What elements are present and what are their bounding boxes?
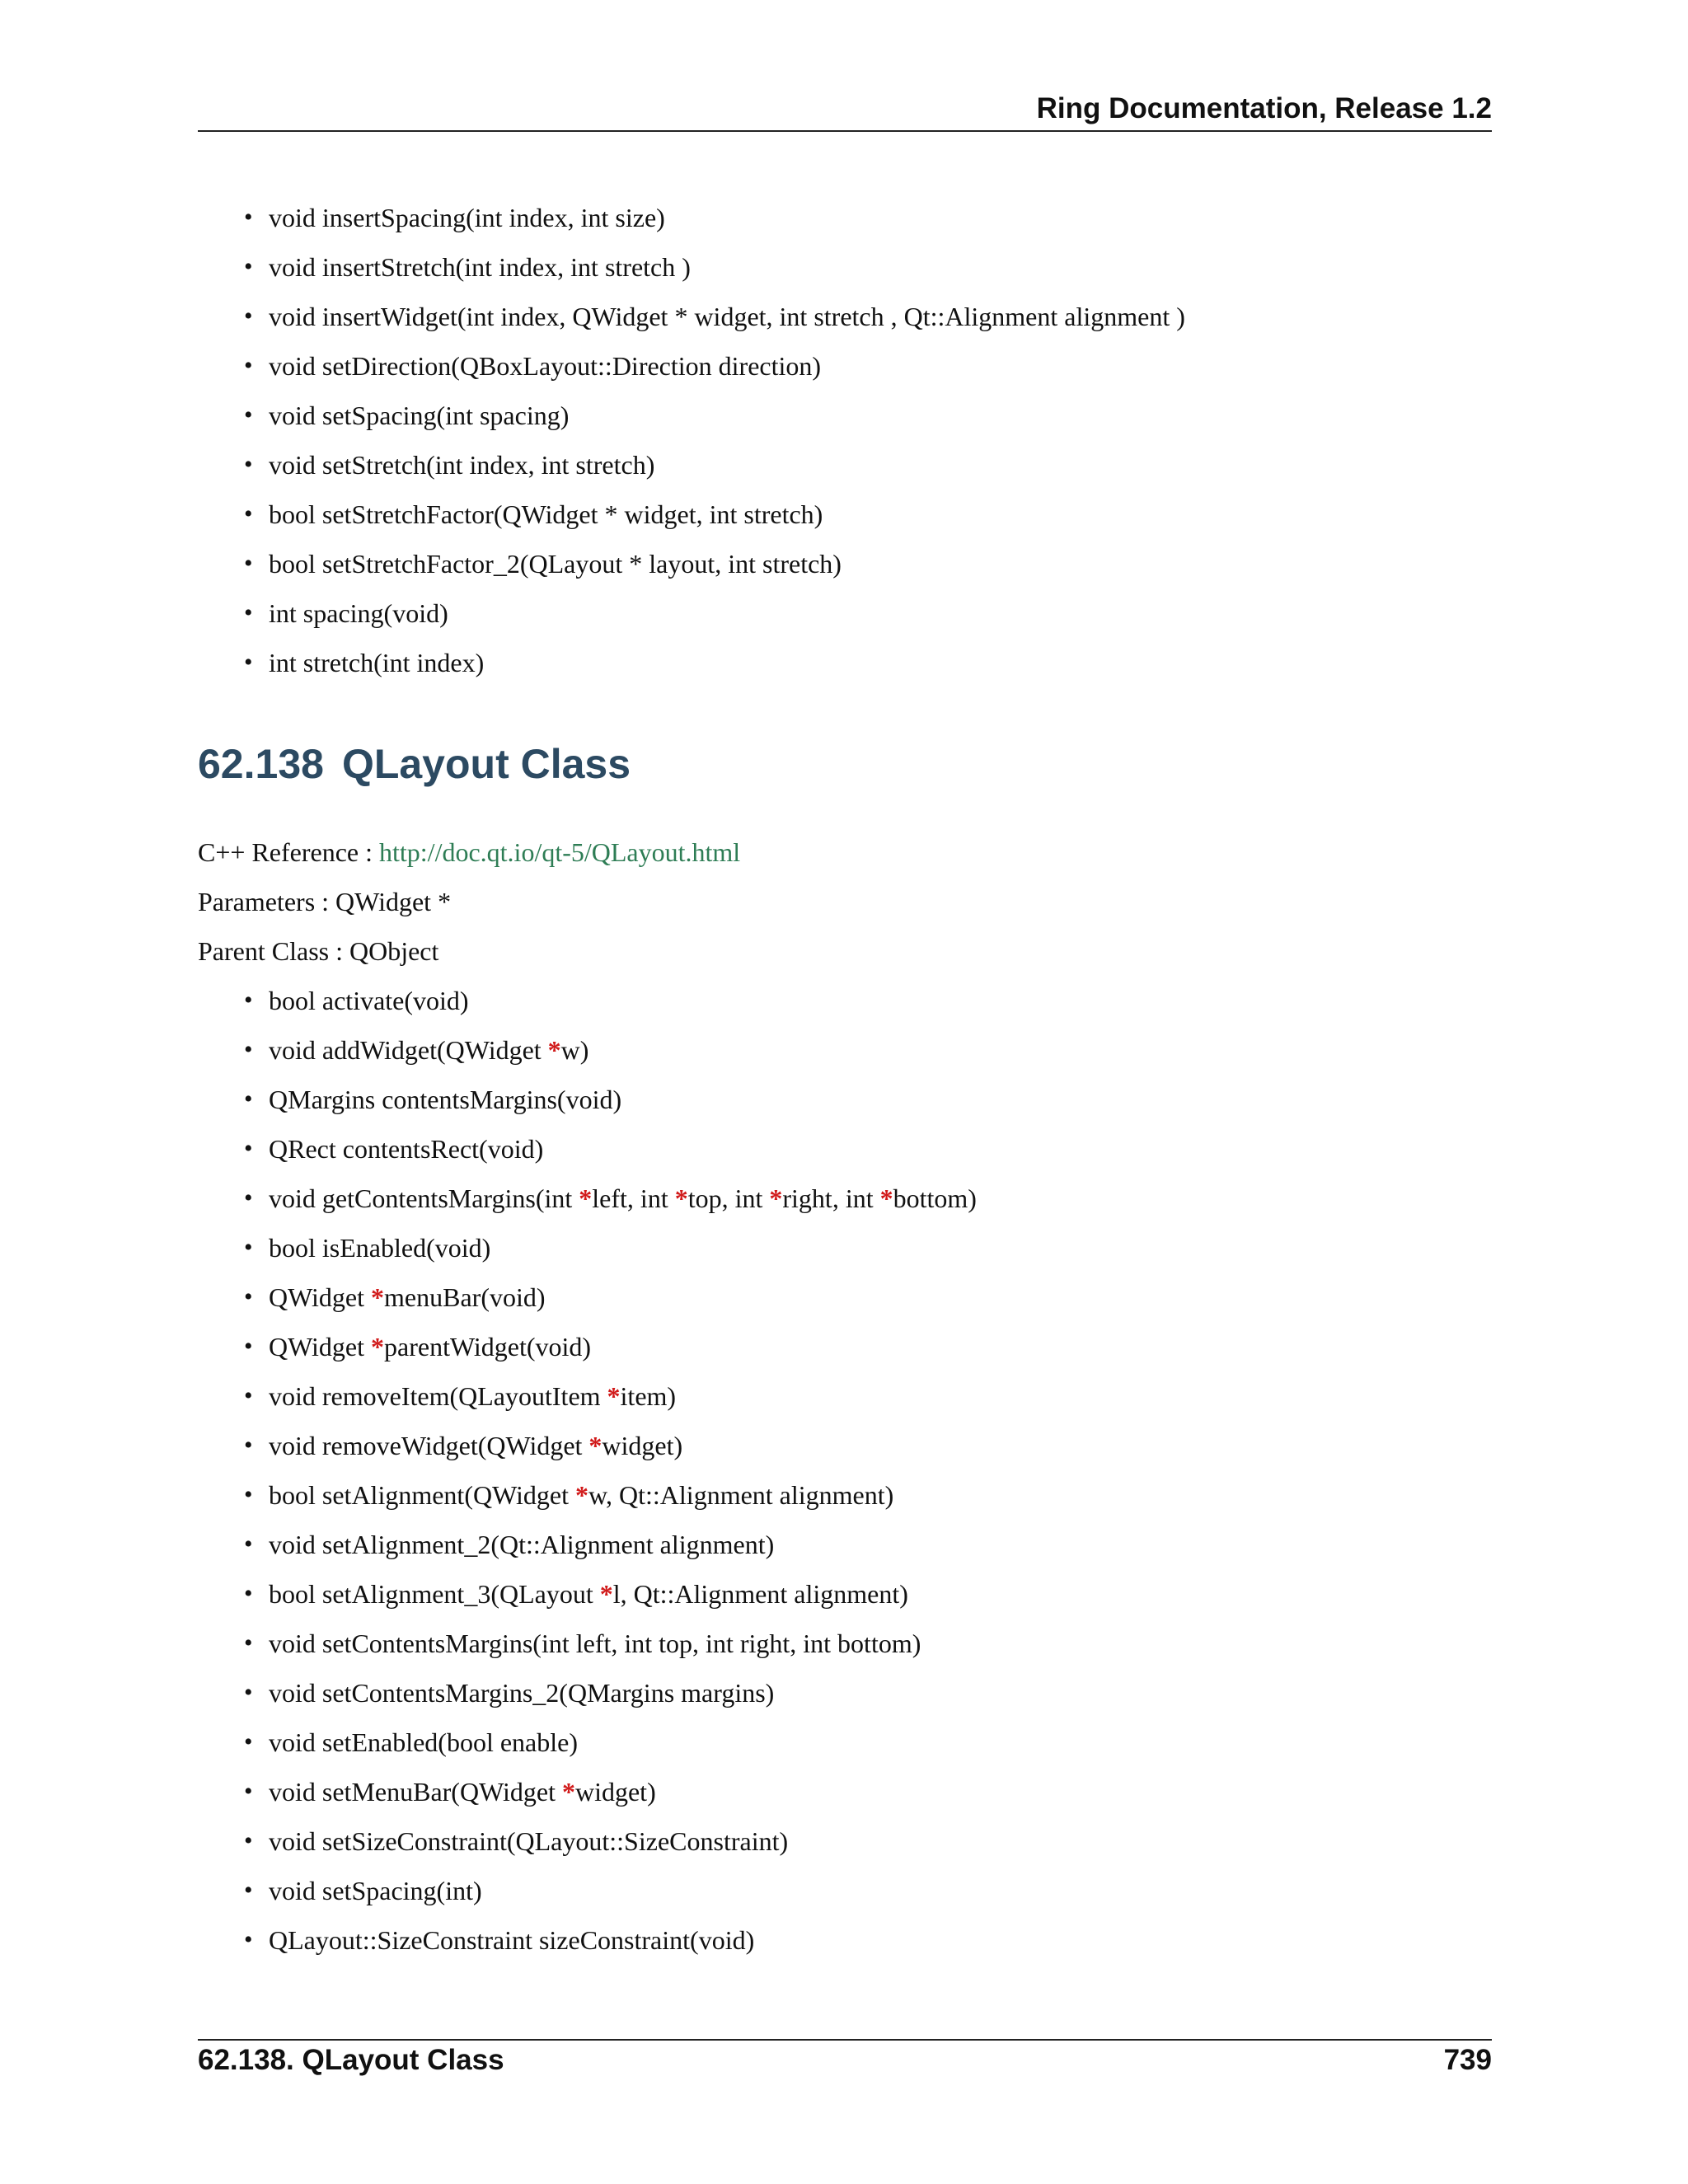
item-text: l, Qt::Alignment alignment) (612, 1579, 908, 1609)
bullet-icon: • (244, 1184, 253, 1212)
list-item (239, 292, 1475, 341)
item-text: void removeWidget(QWidget (269, 1431, 589, 1460)
list-item (239, 1124, 1475, 1174)
bullet-icon: • (244, 401, 253, 429)
bullet-icon: • (244, 1679, 253, 1706)
list-item (239, 1767, 1475, 1816)
bullet-icon: • (244, 1432, 253, 1459)
item-text: void setSpacing(int spacing) (269, 401, 570, 430)
bullet-icon: • (244, 1283, 253, 1310)
item-text: void setContentsMargins(int left, int top, int right, int bottom) (269, 1629, 921, 1658)
pointer-asterisk: * (607, 1381, 621, 1411)
item-text: void setDirection(QBoxLayout::Direction direction) (269, 351, 822, 381)
list-item (239, 1174, 1475, 1223)
item-text: menuBar(void) (384, 1282, 546, 1312)
bullet-icon: • (244, 1926, 253, 1953)
bullet-icon: • (244, 352, 253, 379)
list-item (239, 1272, 1475, 1322)
cpp-reference-line (198, 827, 740, 877)
item-text: void setMenuBar(QWidget (269, 1777, 562, 1807)
bullet-icon: • (244, 1333, 253, 1360)
parent-class-line: Parent Class : QObject (198, 936, 439, 966)
bullet-icon: • (244, 1728, 253, 1755)
list-item (239, 539, 1475, 588)
item-text: QMargins contentsMargins(void) (269, 1085, 622, 1114)
item-text: void setEnabled(bool enable) (269, 1727, 578, 1757)
item-text: bool setAlignment_3(QLayout (269, 1579, 600, 1609)
item-text: void removeItem(QLayoutItem (269, 1381, 607, 1411)
footer-rule (198, 2039, 1492, 2041)
running-header-title: Ring Documentation, Release 1.2 (1036, 92, 1492, 124)
list-item (239, 588, 1475, 638)
list-item (239, 391, 1475, 440)
list-item (239, 1569, 1475, 1619)
cpp-reference-link[interactable]: http://doc.qt.io/qt-5/QLayout.html (379, 837, 741, 867)
list-item (239, 1668, 1475, 1718)
item-text: int stretch(int index) (269, 648, 485, 677)
item-text: w, Qt::Alignment alignment) (588, 1480, 894, 1510)
item-text: void setSpacing(int) (269, 1876, 482, 1905)
pointer-asterisk: * (371, 1332, 385, 1361)
list-item (239, 638, 1475, 687)
pointer-asterisk: * (588, 1431, 603, 1460)
item-text: bool setAlignment(QWidget (269, 1480, 575, 1510)
item-text: void setAlignment_2(Qt::Alignment alignment) (269, 1530, 775, 1559)
item-text: w) (560, 1035, 589, 1065)
pointer-asterisk: * (769, 1183, 783, 1213)
bullet-icon: • (244, 302, 253, 330)
list-item (239, 1421, 1475, 1470)
bullet-icon: • (244, 1877, 253, 1904)
pointer-asterisk: * (561, 1777, 575, 1807)
bullet-icon: • (244, 1382, 253, 1409)
item-text: void setSizeConstraint(QLayout::SizeConstraint) (269, 1826, 789, 1856)
item-text: widget) (602, 1431, 683, 1460)
item-text: bool isEnabled(void) (269, 1233, 491, 1263)
list-item (239, 1718, 1475, 1767)
bullet-icon: • (244, 1827, 253, 1854)
list-item (239, 1075, 1475, 1124)
section-heading (198, 740, 631, 788)
list-item (239, 1520, 1475, 1569)
bullet-icon: • (244, 1234, 253, 1261)
item-text: void insertWidget(int index, QWidget * widget, int stretch , Qt::Alignment alignment ) (269, 302, 1185, 331)
pointer-asterisk: * (574, 1480, 588, 1510)
item-text: void setStretch(int index, int stretch) (269, 450, 655, 480)
item-text: right, int (782, 1183, 880, 1213)
bullet-icon: • (244, 1629, 253, 1657)
header-rule (198, 130, 1492, 132)
list-item (239, 1025, 1475, 1075)
bullet-icon: • (244, 649, 253, 676)
item-text: bool activate(void) (269, 986, 469, 1015)
bullet-icon: • (244, 1481, 253, 1508)
pointer-asterisk: * (371, 1282, 385, 1312)
item-text: bottom) (893, 1183, 977, 1213)
item-text: void setContentsMargins_2(QMargins margins) (269, 1678, 775, 1708)
bullet-icon: • (244, 1135, 253, 1162)
item-text: bool setStretchFactor(QWidget * widget, int stretch) (269, 499, 823, 529)
cpp-reference-label: C++ Reference : (198, 837, 379, 867)
page-number: 739 (1443, 2044, 1492, 2076)
item-text: widget) (574, 1777, 656, 1807)
list-item (239, 976, 1475, 1025)
bullet-icon: • (244, 987, 253, 1014)
pointer-asterisk: * (579, 1183, 593, 1213)
bullet-icon: • (244, 550, 253, 577)
bullet-icon: • (244, 1778, 253, 1805)
bullet-icon: • (244, 204, 253, 231)
footer-section-title: 62.138. QLayout Class (198, 2044, 504, 2076)
item-text: void getContentsMargins(int (269, 1183, 579, 1213)
bullet-icon: • (244, 451, 253, 478)
bullet-icon: • (244, 1085, 253, 1113)
item-text: QWidget (269, 1332, 372, 1361)
parameters-line: Parameters : QWidget * (198, 887, 452, 916)
bullet-icon: • (244, 1530, 253, 1558)
bullet-icon: • (244, 599, 253, 626)
list-item (239, 341, 1475, 391)
method-list-qlayout (239, 976, 1475, 1965)
list-item (239, 490, 1475, 539)
list-item (239, 440, 1475, 490)
pointer-asterisk: * (879, 1183, 893, 1213)
pointer-asterisk: * (674, 1183, 688, 1213)
item-text: item) (620, 1381, 677, 1411)
method-list-previous-class (239, 193, 1475, 687)
item-text: int spacing(void) (269, 598, 448, 628)
item-text: bool setStretchFactor_2(QLayout * layout, int stretch) (269, 549, 842, 579)
list-item (239, 1866, 1475, 1915)
list-item (239, 1371, 1475, 1421)
list-item (239, 1816, 1475, 1866)
pointer-asterisk: * (547, 1035, 561, 1065)
list-item (239, 1322, 1475, 1371)
item-text: QLayout::SizeConstraint sizeConstraint(void) (269, 1925, 755, 1955)
list-item (239, 1619, 1475, 1668)
item-text: void addWidget(QWidget (269, 1035, 548, 1065)
pointer-asterisk: * (599, 1579, 613, 1609)
item-text: void insertSpacing(int index, int size) (269, 203, 665, 232)
item-text: void insertStretch(int index, int stretch ) (269, 252, 691, 282)
list-item (239, 193, 1475, 242)
section-number: 62.138 (198, 741, 324, 787)
item-text: left, int (592, 1183, 675, 1213)
list-item (239, 1223, 1475, 1272)
item-text: top, int (687, 1183, 770, 1213)
bullet-icon: • (244, 1580, 253, 1607)
list-item (239, 242, 1475, 292)
bullet-icon: • (244, 253, 253, 280)
list-item (239, 1470, 1475, 1520)
list-item (239, 1915, 1475, 1965)
section-title: QLayout Class (341, 741, 631, 787)
item-text: QWidget (269, 1282, 372, 1312)
bullet-icon: • (244, 500, 253, 527)
item-text: QRect contentsRect(void) (269, 1134, 544, 1164)
bullet-icon: • (244, 1036, 253, 1063)
item-text: parentWidget(void) (384, 1332, 592, 1361)
